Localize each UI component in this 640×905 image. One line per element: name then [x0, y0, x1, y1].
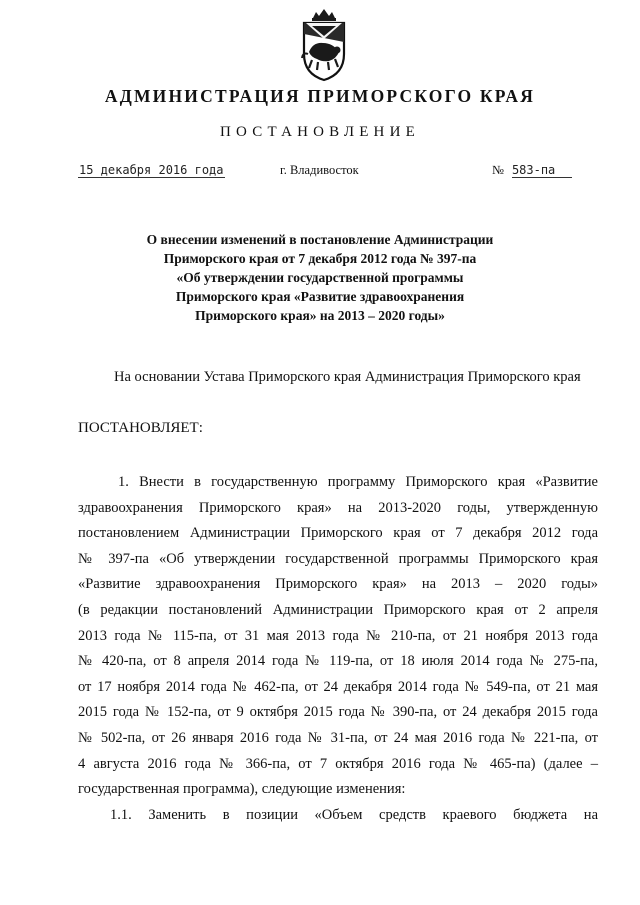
- body-line: здравоохранения Приморского края» на 2013-2020 годы, утвержденную: [78, 499, 598, 516]
- number-sign: №: [492, 163, 504, 177]
- document-number-block: [492, 163, 572, 178]
- document-type: ПОСТАНОВЛЕНИЕ: [220, 124, 420, 140]
- body-line: постановлением Администрации Приморского края от 7 декабря 2012 года: [78, 525, 598, 542]
- resolves-heading: ПОСТАНОВЛЯЕТ:: [78, 420, 203, 436]
- document-title: [0, 230, 640, 325]
- document-number: 583-па: [512, 163, 572, 178]
- title-line: Приморского края» на 2013 – 2020 годы»: [195, 308, 445, 323]
- body-line: № 420-па, от 8 апреля 2014 года № 119-па, от 18 июля 2014 года № 275-па,: [78, 653, 598, 670]
- title-line: Приморского края от 7 декабря 2012 года № 397-па: [163, 251, 477, 266]
- coat-of-arms-icon: [296, 6, 352, 82]
- title-line: «Об утверждении государственной программы: [176, 270, 464, 285]
- body-line: государственная программа), следующие изменения:: [78, 781, 406, 798]
- title-line: Приморского края «Развитие здравоохранения: [175, 289, 465, 304]
- body-line: (в редакции постановлений Администрации Приморского края от 2 апреля: [78, 601, 598, 618]
- organization-name: АДМИНИСТРАЦИЯ ПРИМОРСКОГО КРАЯ: [104, 86, 536, 106]
- body-line: 4 августа 2016 года № 366-па, от 7 октября 2016 года № 465-па) (далее –: [78, 755, 598, 772]
- body-line: 1. Внести в государственную программу Приморского края «Развитие: [118, 474, 598, 490]
- body-line: 1.1. Заменить в позиции «Объем средств краевого бюджета на: [110, 806, 598, 823]
- body-line: от 17 ноября 2014 года № 462-па, от 24 декабря 2014 года № 549-па, от 21 мая: [78, 678, 598, 695]
- document-date: 15 декабря 2016 года: [79, 163, 224, 177]
- document-city: г. Владивосток: [280, 163, 359, 177]
- body-line: № 397-па «Об утверждении государственной программы Приморского края: [78, 550, 598, 567]
- basis-paragraph: На основании Устава Приморского края Администрация Приморского края: [114, 369, 581, 385]
- body-line: 2015 года № 152-па, от 9 октября 2015 года № 390-па, от 24 декабря 2015 года: [78, 704, 598, 721]
- title-line: О внесении изменений в постановление Администрации: [146, 232, 494, 247]
- body-line: № 502-па, от 26 января 2016 года № 31-па, от 24 мая 2016 года № 221-па, от: [78, 729, 598, 746]
- body-line: «Развитие здравоохранения Приморского края» на 2013 – 2020 годы»: [78, 576, 598, 593]
- body-line: 2013 года № 115-па, от 31 мая 2013 года № 210-па, от 21 ноября 2013 года: [78, 627, 598, 644]
- document-body: [78, 470, 598, 828]
